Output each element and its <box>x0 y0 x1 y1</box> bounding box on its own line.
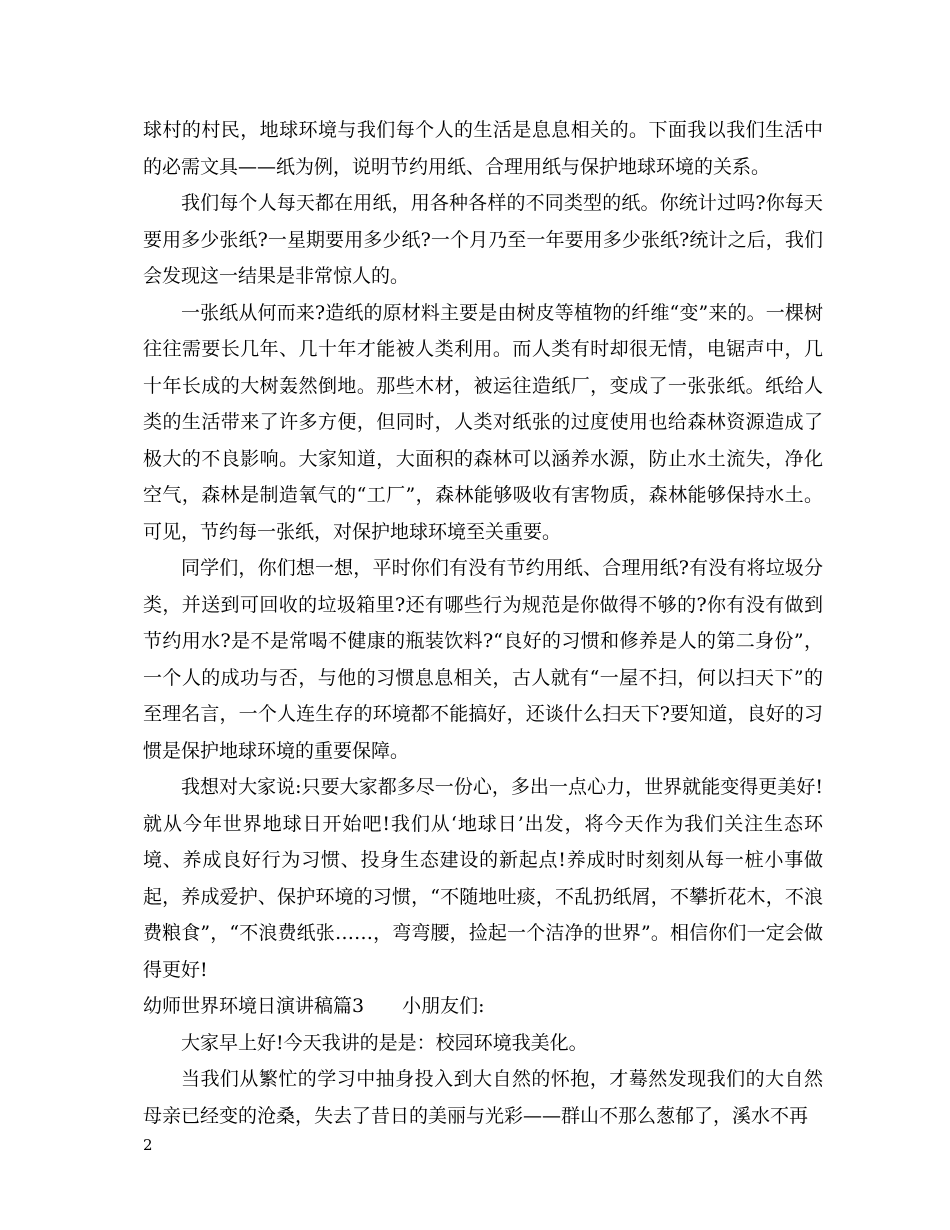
section-heading <box>143 988 823 1025</box>
section-greeting: 小朋友们: <box>402 995 485 1017</box>
paragraph-3: 一张纸从何而来?造纸的原材料主要是由树皮等植物的纤维“变”来的。一棵树往往需要长几年、几十年才能被人类利用。而人类有时却很无情，电锯声中，几十年长成的大树轰然倒地。那些木材，被运往造纸厂，变成了一张张纸。纸给人类的生活带来了许多方便，但同时，人类对纸张的过度使用也给森林资源造成了极大的不良影响。大家知道，大面积的森林可以涵养水源，防止水土流失，净化空气，森林是制造氧气的“工厂”，森林能够吸收有害物质，森林能够保持水土。可见，节约每一张纸，对保护地球环境至关重要。 <box>143 301 823 543</box>
document-body <box>143 112 823 1134</box>
section-title: 幼师世界环境日演讲稿篇3 <box>143 995 365 1017</box>
paragraph-7: 当我们从繁忙的学习中抽身投入到大自然的怀抱，才蓦然发现我们的大自然母亲已经变的沧桑，失去了昔日的美丽与光彩——群山不那么葱郁了，溪水不再 <box>143 1068 823 1127</box>
paragraph-5: 我想对大家说:只要大家都多尽一份心，多出一点心力，世界就能变得更美好!就从今年世界地球日开始吧!我们从‘地球日’出发，将今天作为我们关注生态环境、养成良好行为习惯、投身生态建设的新起点!养成时时刻刻从每一桩小事做起，养成爱护、保护环境的习惯，“不随地吐痰，不乱扔纸屑，不攀折花木，不浪费粮食”，“不浪费纸张……，弯弯腰，捡起一个洁净的世界”。相信你们一定会做得更好! <box>143 776 823 981</box>
paragraph-6: 大家早上好!今天我讲的是是：校园环境我美化。 <box>181 1031 588 1054</box>
paragraph-1: 球村的村民，地球环境与我们每个人的生活是息息相关的。下面我以我们生活中的必需文具——纸为例，说明节约用纸、合理用纸与保护地球环境的关系。 <box>143 119 823 178</box>
paragraph-2: 我们每个人每天都在用纸，用各种各样的不同类型的纸。你统计过吗?你每天要用多少张纸?一星期要用多少纸?一个月乃至一年要用多少张纸?统计之后，我们会发现这一结果是非常惊人的。 <box>143 192 823 287</box>
page-number: 2 <box>143 1136 153 1154</box>
paragraph-4: 同学们，你们想一想，平时你们有没有节约用纸、合理用纸?有没有将垃圾分类，并送到可回收的垃圾箱里?还有哪些行为规范是你做得不够的?你有没有做到节约用水?是不是常喝不健康的瓶装饮料?“良好的习惯和修养是人的第二身份”，一个人的成功与否，与他的习惯息息相关，古人就有“一屋不扫，何以扫天下”的至理名言，一个人连生存的环境都不能搞好，还谈什么扫天下?要知道，良好的习惯是保护地球环境的重要保障。 <box>143 557 823 762</box>
